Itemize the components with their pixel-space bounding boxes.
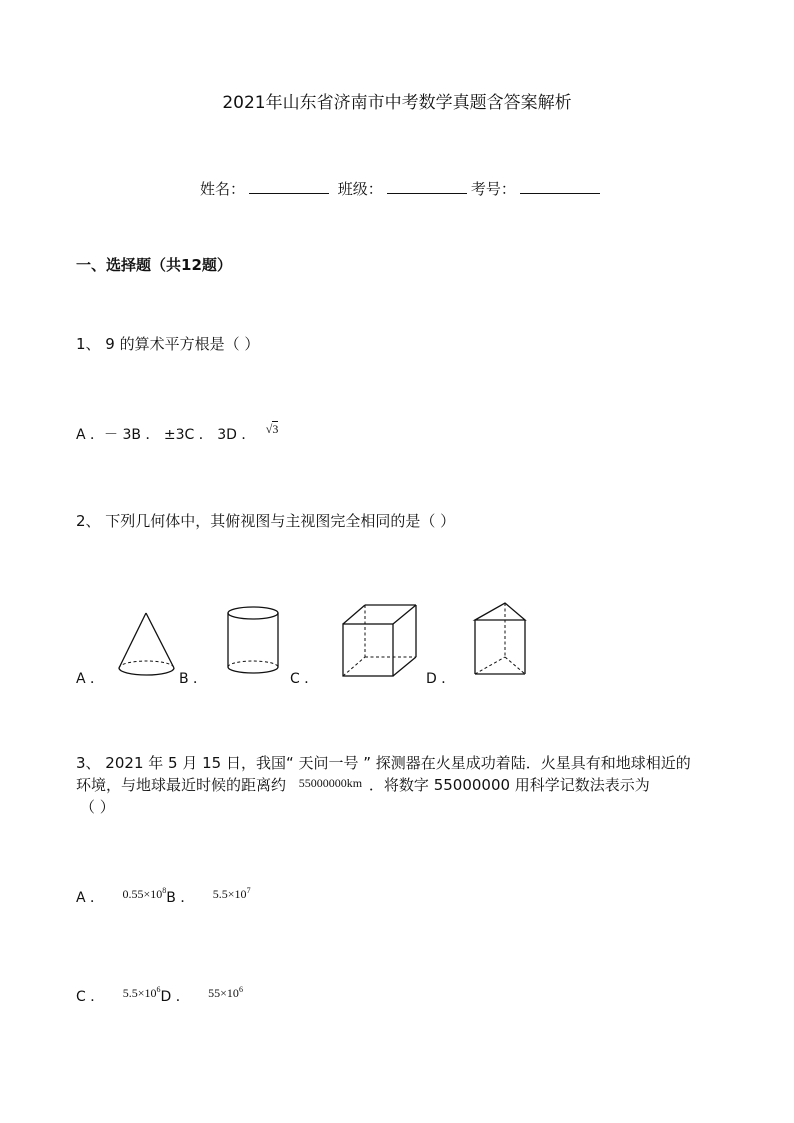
- student-info-row: [200, 178, 604, 199]
- option-d-value: [208, 986, 243, 1000]
- option-b-exponent: 7: [246, 886, 251, 895]
- question-3-line-1: 3、 2021 年 5 月 15 日，我国“ 天问一号 ” 探测器在火星成功着陆．火星具有和地球相近的: [76, 754, 691, 772]
- sqrt-value: 3: [272, 422, 279, 436]
- option-d-exponent: 6: [238, 985, 243, 994]
- question-1-options: [76, 424, 278, 444]
- class-label: 班级：: [337, 180, 383, 198]
- option-a-base: 0.55×10: [122, 887, 163, 901]
- exam-no-blank[interactable]: [520, 179, 600, 194]
- question-3-line-2: [76, 774, 650, 795]
- question-3-answer-paren: （ ）: [80, 798, 115, 816]
- name-label: 姓名：: [200, 180, 246, 198]
- question-1-stem: 1、 9 的算术平方根是（ ）: [76, 335, 260, 353]
- option-b-label: B ．: [166, 890, 195, 906]
- class-blank[interactable]: [387, 179, 467, 194]
- option-b-base: 5.5×10: [212, 887, 247, 901]
- option-a-value: [122, 887, 166, 901]
- option-c-exponent: 6: [156, 985, 161, 994]
- option-c-base: 5.5×10: [122, 986, 157, 1000]
- option-b-value: [213, 887, 251, 901]
- option-c-value: [123, 986, 161, 1000]
- sqrt-3-expression: [266, 422, 279, 436]
- cone-icon: [114, 610, 184, 682]
- option-d-base: 55×10: [208, 986, 239, 1000]
- distance-value: 55000000km: [298, 776, 363, 790]
- exam-no-label: 考号：: [470, 180, 516, 198]
- section-heading: 一、选择题（共12题）: [76, 256, 232, 274]
- sqrt-radical-icon: √: [265, 422, 273, 436]
- question-3-line-2-text-a: 环境，与地球最近时候的距离约: [76, 776, 287, 794]
- triangular-prism-icon: [470, 600, 530, 680]
- option-a-exponent: 8: [162, 886, 167, 895]
- option-a-label: A ．: [76, 890, 105, 906]
- question-3-options-cd: [76, 986, 243, 1006]
- question-2-option-b-label: B ．: [179, 671, 208, 687]
- name-blank[interactable]: [249, 179, 329, 194]
- question-1-options-text: A ．－ 3B ． ±3C ． 3D ．: [76, 427, 256, 443]
- question-2-stem: 2、 下列几何体中，其俯视图与主视图完全相同的是（ ）: [76, 512, 456, 530]
- option-c-label: C ．: [76, 989, 105, 1005]
- question-2-option-c-label: C ．: [290, 671, 319, 687]
- question-3-options-ab: [76, 887, 251, 907]
- page-title: 2021年山东省济南市中考数学真题含答案解析: [222, 93, 572, 113]
- question-2-option-d-label: D ．: [426, 671, 456, 687]
- cylinder-icon: [222, 604, 286, 682]
- question-2-option-a-label: A ．: [76, 671, 105, 687]
- option-d-label: D ．: [160, 989, 190, 1005]
- question-3-line-2-text-b: ．将数字 55000000 用科学记数法表示为: [368, 776, 650, 794]
- cube-icon: [340, 602, 420, 680]
